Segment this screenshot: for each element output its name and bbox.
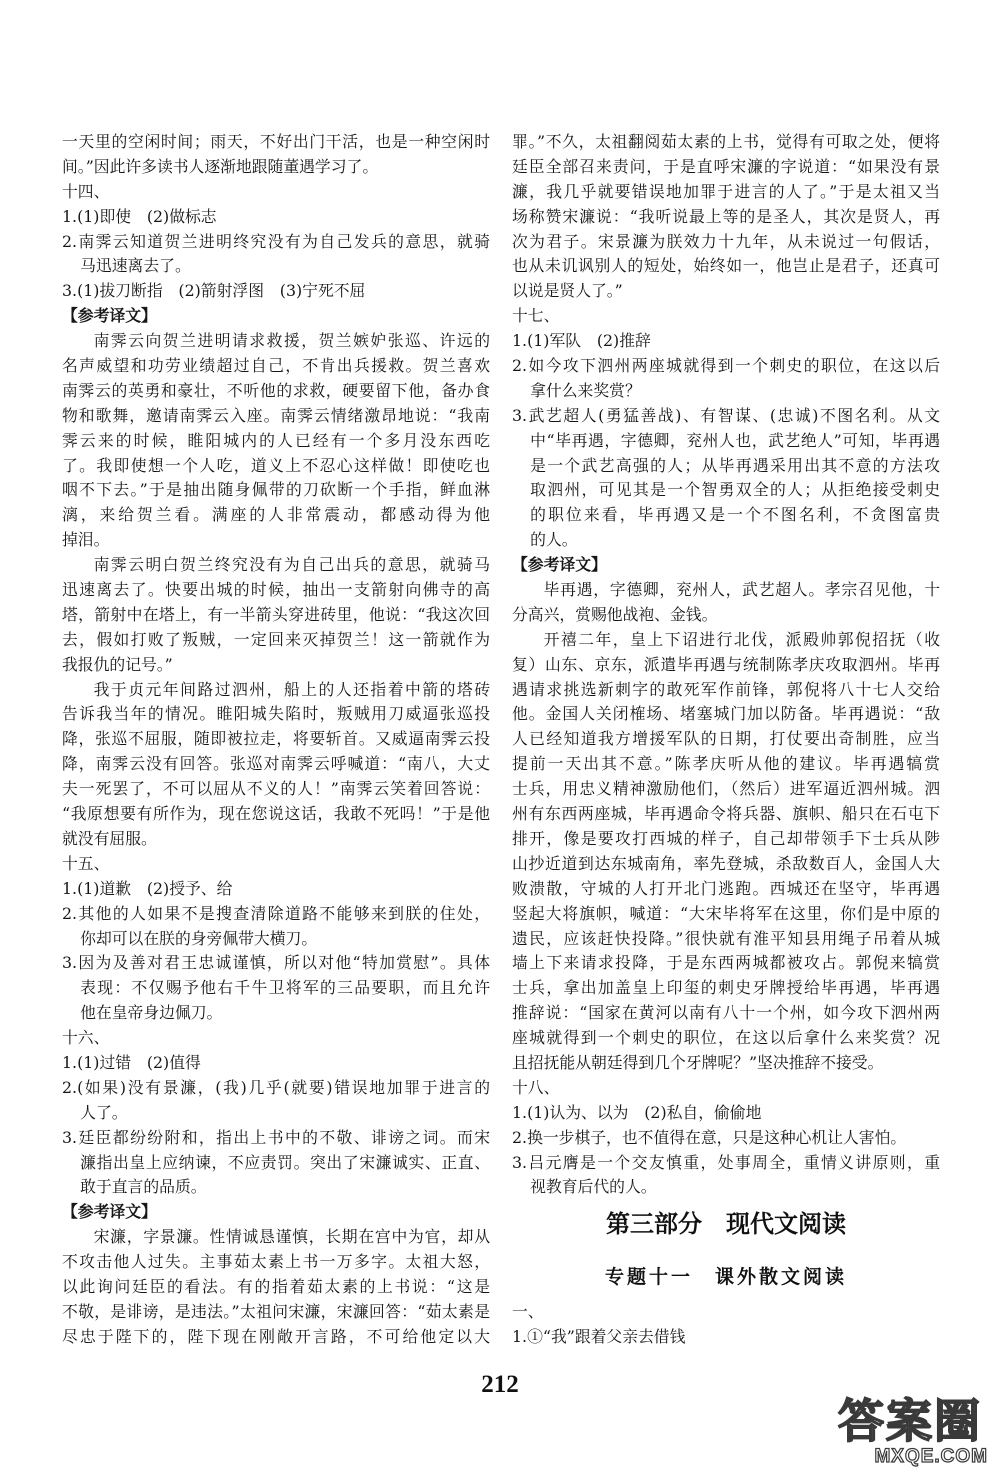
paragraph-line: 罪。”不久，太祖翻阅茹太素的上书，觉得有可取之处，便将 bbox=[512, 132, 940, 151]
answer-item-line: 濂指出皇上应纳谏，不应责罚。突出了宋濂诚实、正直、 bbox=[80, 1152, 490, 1172]
translation-paragraph-line: 以此询问廷臣的看法。有的指着茹太素的上书说：“这是 bbox=[62, 1276, 490, 1296]
watermark-url-text: MXQE.COM bbox=[874, 1446, 988, 1467]
translation-paragraph-line: 降，南霁云没有回答。张巡对南霁云呼喊道：“南八，大丈 bbox=[62, 754, 490, 774]
paragraph-line: 濂，我几乎就要错误地加罪于进言的人了。”于是太祖又当 bbox=[512, 181, 940, 201]
answer-item-line: 2.换一步棋子，也不值得在意，只是这种心机让人害怕。 bbox=[512, 1127, 907, 1147]
answer-item-line: 3.武艺超人(勇猛善战)、有智谋、(忠诚)不图名利。从文 bbox=[512, 405, 940, 425]
translation-paragraph-line: 宋濂，字景濂。性情诚恳谨慎，长期在宫中为官，却从 bbox=[93, 1227, 490, 1247]
translation-paragraph-line: 且招抚能从朝廷得到几个牙牌呢？”坚决推辞不接受。 bbox=[512, 1052, 884, 1072]
translation-paragraph-line: 州有东西两座城，毕再遇命令将兵器、旗帜、船只在石屯下 bbox=[512, 804, 940, 824]
part-title: 第三部分 现代文阅读 bbox=[606, 1209, 846, 1239]
paragraph-line: 次为君子。宋景濂为朕效力十九年，从未说过一句假话， bbox=[512, 231, 940, 251]
translation-paragraph-line: 降，张巡不屈服，随即被拉走，将要斩首。又威逼南霁云投 bbox=[62, 729, 490, 749]
answer-item-line: 表现：不仅赐予他右千牛卫将军的三品要职，而且允许 bbox=[80, 978, 490, 998]
answer-item-line: 1.(1)军队 (2)推辞 bbox=[512, 331, 651, 351]
question-number-heading: 十七、 bbox=[512, 306, 560, 326]
answer-item-line: 2.其他的人如果不是搜查清除道路不能够来到朕的住处， bbox=[62, 903, 490, 923]
translation-paragraph-line: 南霁云的英勇和豪壮，不听他的求救，硬要留下他，备办食 bbox=[62, 380, 490, 400]
translation-paragraph-line: 分高兴，赏赐他战袍、金钱。 bbox=[512, 604, 718, 624]
translation-paragraph-line: 遇请求挑选新刺字的敢死军作前锋，郭倪将八十七人交给 bbox=[512, 679, 940, 699]
answer-item-line: 他在皇帝身边佩刀。 bbox=[80, 1003, 223, 1023]
translation-paragraph-line: 座城就得到一个刺史的职位，在这以后拿什么来奖赏？况 bbox=[512, 1028, 940, 1048]
answer-item-line: 2.(如果)没有景濂，(我)几乎(就要)错误地加罪于进言的 bbox=[62, 1077, 490, 1097]
watermark-logo-text: 答案圈 bbox=[838, 1394, 982, 1448]
answer-item-line: 1.(1)认为、以为 (2)私自，偷偷地 bbox=[512, 1102, 762, 1122]
translation-paragraph-line: 开禧二年，皇上下诏进行北伐，派殿帅郭倪招抚（收 bbox=[543, 629, 940, 649]
paragraph-line: 也从未讥讽别人的短处，始终如一，他岂止是君子，还真可 bbox=[512, 256, 940, 276]
translation-paragraph-line: 掉泪。 bbox=[62, 530, 110, 550]
paragraph-line: 廷臣全部召来责问，于是直呼宋濂的字说道：“如果没有景 bbox=[512, 156, 940, 176]
answer-item-line: 1.①“我”跟着父亲去借钱 bbox=[512, 1327, 686, 1347]
answer-item-line: 视教育后代的人。 bbox=[530, 1177, 657, 1197]
translation-paragraph-line: 提前一天出其不意。”陈孝庆听从他的建议。毕再遇犒赏 bbox=[512, 754, 940, 774]
answer-item-line: 是一个武艺高强的人；从毕再遇采用出其不意的方法攻 bbox=[530, 455, 940, 475]
translation-paragraph-line: 南霁云向贺兰进明请求救援，贺兰嫉妒张巡、许远的 bbox=[93, 331, 490, 351]
translation-paragraph-line: 排开，像是要攻打西城的样子，自己却带领手下士兵从陟 bbox=[512, 828, 940, 848]
topic-title: 专题十一 课外散文阅读 bbox=[604, 1266, 847, 1289]
question-number-heading: 十四、 bbox=[62, 181, 110, 201]
translation-paragraph-line: 尽忠于陛下的，陛下现在刚敞开言路，不可给他定以大 bbox=[62, 1326, 490, 1346]
translation-paragraph-line: 墙上下来请求投降，于是东西两城都被攻占。郭倪来犒赏 bbox=[512, 953, 940, 973]
question-number-heading: 十八、 bbox=[512, 1077, 560, 1097]
answer-item-line: 3.吕元膺是一个交友慎重，处事周全，重情义讲原则，重 bbox=[512, 1152, 940, 1172]
translation-paragraph-line: 竖起大将旗帜，喊道：“大宋毕将军在这里，你们是中原的 bbox=[512, 903, 940, 923]
answer-item-line: 人了。 bbox=[80, 1102, 128, 1122]
translation-paragraph-line: 复）山东、京东，派遣毕再遇与统制陈孝庆攻取泗州。毕再 bbox=[512, 654, 940, 674]
translation-paragraph-line: 士兵，拿出加盖皇上印玺的刺史牙牌授给毕再遇，毕再遇 bbox=[512, 978, 940, 998]
answer-item-line: 取泗州，可见其是一个智勇双全的人；从拒绝接受刺史 bbox=[530, 480, 940, 500]
translation-paragraph-line: 告诉我当年的情况。睢阳城失陷时，叛贼用刀威逼张巡投 bbox=[62, 704, 490, 724]
paragraph-line: 以说是贤人了。” bbox=[512, 281, 623, 301]
translation-paragraph-line: 我于贞元年间路过泗州，船上的人还指着中箭的塔砖 bbox=[93, 679, 490, 699]
answer-item-line: 拿什么来奖赏？ bbox=[530, 380, 641, 400]
translation-paragraph-line: 推辞说：“国家在黄河以南有八十一个州，如今攻下泗州两 bbox=[512, 1003, 940, 1023]
answer-item-line: 3.因为及善对君王忠诚谨慎，所以对他“特加赏慰”。具体 bbox=[62, 953, 490, 973]
translation-paragraph-line: 漓，来给贺兰看。满座的人非常震动，都感动得为他 bbox=[62, 505, 490, 525]
left-column bbox=[62, 130, 490, 1350]
translation-paragraph-line: 夫一死罢了，不可以屈从不义的人！”南霁云笑着回答说： bbox=[62, 779, 490, 799]
right-column bbox=[512, 130, 940, 1350]
answer-item-line: 的人。 bbox=[530, 530, 578, 550]
paragraph-line: 一天里的空闲时间；雨天，不好出门干活，也是一种空闲时 bbox=[62, 132, 490, 151]
answer-item-line: 你却可以在朕的身旁佩带大横刀。 bbox=[80, 928, 318, 948]
watermark-logo bbox=[826, 1396, 994, 1470]
reference-translation-label: 【参考译文】 bbox=[512, 555, 607, 575]
translation-paragraph-line: 塔，箭射中在塔上，有一半箭头穿进砖里，他说：“我这次回 bbox=[62, 604, 490, 624]
paragraph-line: 场称赞宋濂说：“我听说最上等的是圣人，其次是贤人，再 bbox=[512, 206, 940, 226]
translation-paragraph-line: 南霁云明白贺兰终究没有为自己出兵的意思，就骑马 bbox=[93, 555, 490, 575]
translation-paragraph-line: 我报仇的记号。” bbox=[62, 654, 173, 674]
translation-paragraph-line: 就没有屈服。 bbox=[62, 828, 157, 848]
translation-paragraph-line: 毕再遇，字德卿，兖州人，武艺超人。孝宗召见他，十 bbox=[543, 580, 940, 600]
translation-paragraph-line: 遗民，应该赶快投降。”很快就有淮平知县用绳子吊着从城 bbox=[512, 928, 940, 948]
answer-item-line: 2.如今攻下泗州两座城就得到一个刺史的职位，在这以后 bbox=[512, 356, 940, 376]
translation-paragraph-line: 迅速离去了。快要出城的时候，抽出一支箭射向佛寺的高 bbox=[62, 580, 490, 600]
page-number: 212 bbox=[481, 1371, 519, 1398]
translation-paragraph-line: 物和歌舞，邀请南霁云入座。南霁云情绪激昂地说：“我南 bbox=[62, 405, 490, 425]
translation-paragraph-line: 败溃散，守城的人打开北门逃跑。西城还在坚守，毕再遇 bbox=[512, 878, 940, 898]
answer-item-line: 马迅速离去了。 bbox=[80, 256, 191, 276]
answer-item-line: 2.南霁云知道贺兰进明终究没有为自己发兵的意思，就骑 bbox=[62, 231, 490, 251]
answer-item-line: 1.(1)过错 (2)值得 bbox=[62, 1052, 201, 1072]
translation-paragraph-line: 去，假如打败了叛贼，一定回来灭掉贺兰！这一箭就作为 bbox=[62, 629, 490, 649]
paragraph-line: 间。”因此许多读书人逐渐地跟随董遇学习了。 bbox=[62, 156, 379, 176]
reference-translation-label: 【参考译文】 bbox=[62, 1202, 157, 1222]
translation-paragraph-line: 不攻击他人过失。主事茹太素上书一万多字。太祖大怒， bbox=[62, 1252, 490, 1272]
translation-paragraph-line: 霁云来的时候，睢阳城内的人已经有一个多月没东西吃 bbox=[62, 430, 490, 450]
answer-item-line: 1.(1)即使 (2)做标志 bbox=[62, 206, 217, 226]
translation-paragraph-line: 士兵，用忠义精神激励他们，（然后）进军逼近泗州城。泗 bbox=[512, 779, 940, 799]
translation-paragraph-line: 名声威望和功劳业绩超过自己，不肯出兵援救。贺兰喜欢 bbox=[62, 356, 490, 376]
translation-paragraph-line: 了。我即使想一个人吃，道义上不忍心这样做！即使吃也 bbox=[62, 455, 490, 475]
reference-translation-label: 【参考译文】 bbox=[62, 306, 157, 326]
answer-item-line: 中“毕再遇，字德卿，兖州人也，武艺绝人”可知，毕再遇 bbox=[530, 430, 940, 450]
translation-paragraph-line: 咽不下去。”于是抽出随身佩带的刀砍断一个手指，鲜血淋 bbox=[62, 480, 490, 500]
answer-item-line: 1.(1)道歉 (2)授予、给 bbox=[62, 878, 233, 898]
answer-item-line: 3.(1)拔刀断指 (2)箭射浮图 (3)宁死不屈 bbox=[62, 281, 366, 301]
question-number-heading: 十五、 bbox=[62, 853, 110, 873]
translation-paragraph-line: 不敬，是诽谤，是违法。”太祖问宋濂，宋濂回答：“茹太素是 bbox=[62, 1301, 490, 1321]
question-number-heading: 一、 bbox=[512, 1302, 544, 1322]
translation-paragraph-line: 人已经知道我方增援军队的日期，打仗要出奇制胜，应当 bbox=[512, 729, 940, 749]
translation-paragraph-line: 山抄近道到达东城南角，率先登城，杀敌数百人，金国人大 bbox=[512, 853, 940, 873]
answer-item-line: 3.廷臣都纷纷附和，指出上书中的不敬、诽谤之词。而宋 bbox=[62, 1127, 490, 1147]
answer-item-line: 的职位来看，毕再遇又是一个不图名利，不贪图富贵 bbox=[530, 505, 940, 525]
question-number-heading: 十六、 bbox=[62, 1028, 110, 1048]
translation-paragraph-line: 他。金国人关闭榷场、堵塞城门加以防备。毕再遇说：“敌 bbox=[512, 704, 940, 724]
translation-paragraph-line: “我原想要有所作为，现在您说这话，我敢不死吗！”于是他 bbox=[62, 804, 490, 824]
answer-item-line: 敢于直言的品质。 bbox=[80, 1177, 207, 1197]
